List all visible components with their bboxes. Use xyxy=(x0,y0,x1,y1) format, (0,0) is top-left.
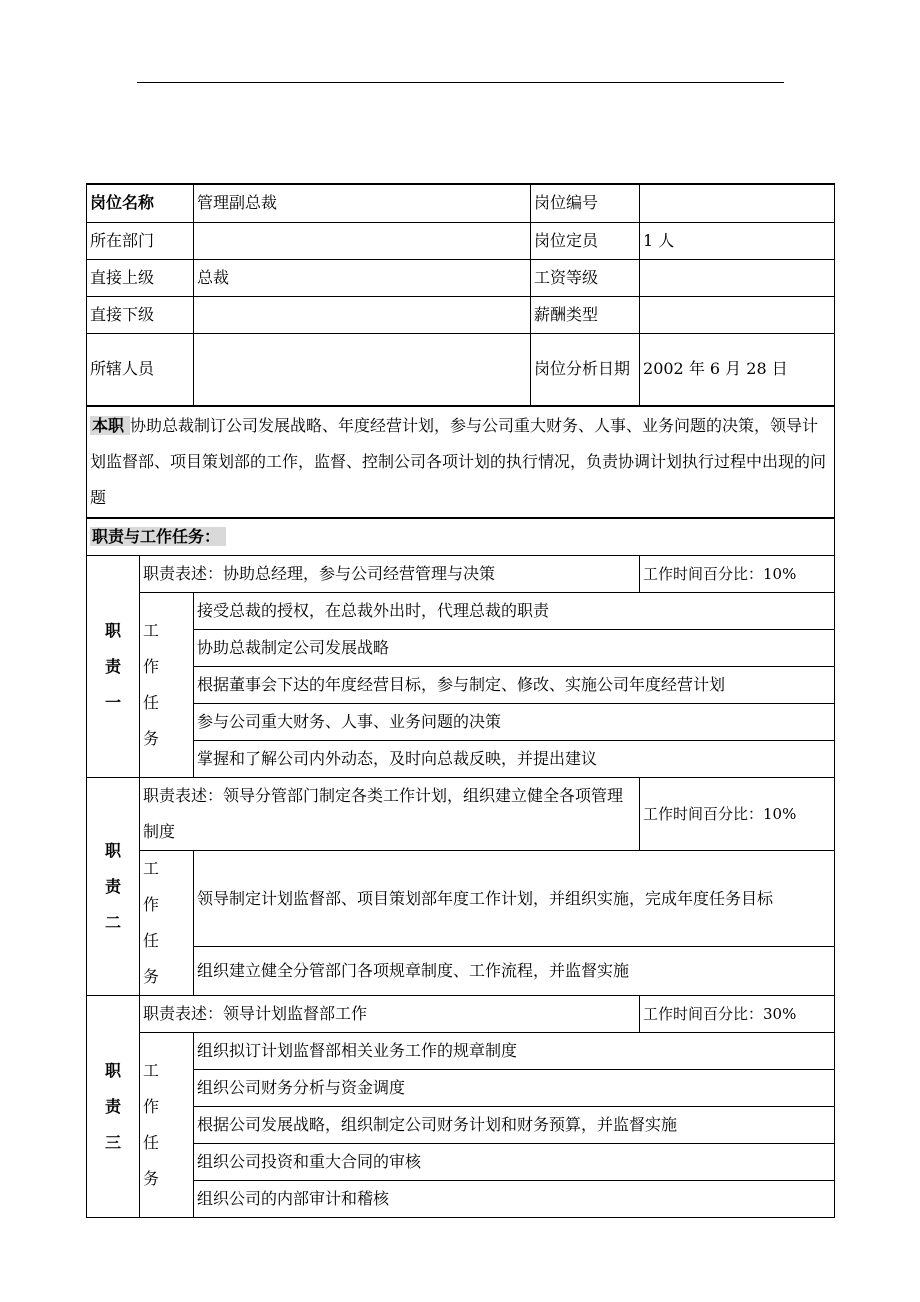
duty-2-task-label: 工 作 任 务 xyxy=(140,851,194,996)
summary-label: 本职 xyxy=(90,416,130,435)
duty-2-desc: 职责表述：领导分管部门制定各类工作计划，组织建立健全各项管理制度 xyxy=(140,778,640,851)
duty-2-pct: 工作时间百分比：10% xyxy=(640,778,835,851)
pay-type-label: 薪酬类型 xyxy=(531,296,640,333)
staff-label: 所辖人员 xyxy=(87,333,194,406)
duty-3-desc: 职责表述：领导计划监督部工作 xyxy=(140,996,640,1033)
staff-value xyxy=(194,333,531,406)
superior-label: 直接上级 xyxy=(87,259,194,296)
duty-1-pct: 工作时间百分比：10% xyxy=(640,556,835,593)
duty-3-task-3: 根据公司发展战略，组织制定公司财务计划和财务预算，并监督实施 xyxy=(194,1107,835,1144)
duty-3-name: 职 责 三 xyxy=(87,996,140,1218)
duty-3-task-5: 组织公司的内部审计和稽核 xyxy=(194,1181,835,1218)
duty-3-task-label: 工 作 任 务 xyxy=(140,1033,194,1218)
headcount-value: 1 人 xyxy=(640,222,835,259)
dept-label: 所在部门 xyxy=(87,222,194,259)
duty-1-task-4: 参与公司重大财务、人事、业务问题的决策 xyxy=(194,704,835,741)
header-rule xyxy=(137,82,784,83)
duty-1-task-5: 掌握和了解公司内外动态，及时向总裁反映，并提出建议 xyxy=(194,741,835,778)
position-name-value: 管理副总裁 xyxy=(194,184,531,222)
duty-3-task-1: 组织拟订计划监督部相关业务工作的规章制度 xyxy=(194,1033,835,1070)
duty-1-task-1: 接受总裁的授权，在总裁外出时，代理总裁的职责 xyxy=(194,593,835,630)
superior-value: 总裁 xyxy=(194,259,531,296)
position-name-label: 岗位名称 xyxy=(87,184,194,222)
duty-2-name: 职 责 二 xyxy=(87,778,140,996)
dept-value xyxy=(194,222,531,259)
headcount-label: 岗位定员 xyxy=(531,222,640,259)
subordinate-label: 直接下级 xyxy=(87,296,194,333)
summary-text: 协助总裁制订公司发展战略、年度经营计划，参与公司重大财务、人事、业务问题的决策，领导计划监督部、项目策划部的工作，监督、控制公司各项计划的执行情况，负责协调计划执行过程中出现的问题 xyxy=(90,416,827,507)
grade-value xyxy=(640,259,835,296)
grade-label: 工资等级 xyxy=(531,259,640,296)
analysis-date-value: 2002 年 6 月 28 日 xyxy=(640,333,835,406)
position-no-label: 岗位编号 xyxy=(531,184,640,222)
position-no-value xyxy=(640,184,835,222)
duty-1-task-2: 协助总裁制定公司发展战略 xyxy=(194,630,835,667)
duties-title: 职责与工作任务： xyxy=(90,527,226,546)
duty-1-task-label: 工 作 任 务 xyxy=(140,593,194,778)
job-summary xyxy=(87,406,835,518)
duty-1-desc: 职责表述：协助总经理，参与公司经营管理与决策 xyxy=(140,556,640,593)
duty-3-pct: 工作时间百分比：30% xyxy=(640,996,835,1033)
duty-3-task-2: 组织公司财务分析与资金调度 xyxy=(194,1070,835,1107)
duty-3-task-4: 组织公司投资和重大合同的审核 xyxy=(194,1144,835,1181)
duty-1-task-3: 根据董事会下达的年度经营目标，参与制定、修改、实施公司年度经营计划 xyxy=(194,667,835,704)
pay-type-value xyxy=(640,296,835,333)
duties-title-cell xyxy=(87,518,835,556)
job-description-table xyxy=(86,183,835,1218)
duty-2-task-2: 组织建立健全分管部门各项规章制度、工作流程，并监督实施 xyxy=(194,947,835,996)
duty-1-name: 职 责 一 xyxy=(87,556,140,778)
subordinate-value xyxy=(194,296,531,333)
duty-2-task-1: 领导制定计划监督部、项目策划部年度工作计划，并组织实施，完成年度任务目标 xyxy=(194,851,835,947)
analysis-date-label: 岗位分析日期 xyxy=(531,333,640,406)
